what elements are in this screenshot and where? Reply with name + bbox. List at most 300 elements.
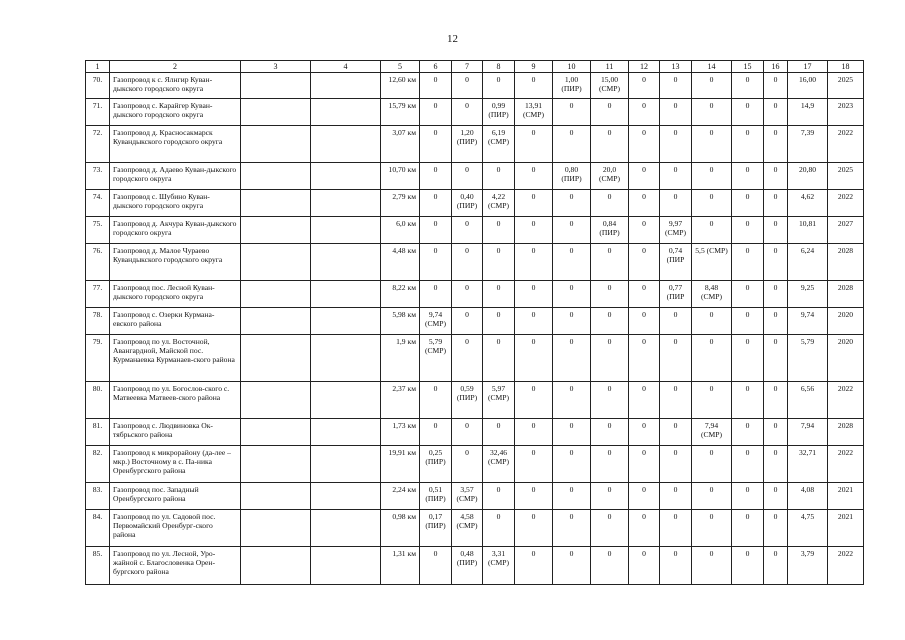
table-cell: 0 (692, 190, 732, 217)
table-cell: 0 (732, 419, 764, 446)
table-cell: 0 (483, 217, 515, 244)
object-name: Газопровод с. Карайгер Куван-дыкского городского округа (110, 99, 241, 126)
table-cell (311, 217, 381, 244)
table-row (86, 382, 864, 419)
table-cell: 2025 (828, 73, 864, 99)
table-cell: 0,74 (ПИР (660, 244, 692, 281)
table-cell: 4,08 (788, 483, 828, 510)
object-name: Газопровод с. Людвиновка Ок-тябрьского района (110, 419, 241, 446)
table-cell: 9,25 (788, 281, 828, 308)
gas-pipeline-table (85, 60, 864, 585)
table-cell: 0 (764, 510, 788, 547)
table-cell: 0 (764, 244, 788, 281)
table-cell: 0 (483, 308, 515, 335)
pipeline-length: 2,37 км (381, 382, 420, 419)
table-row (86, 510, 864, 547)
table-cell: 5,97 (СМР) (483, 382, 515, 419)
table-cell: 0 (420, 99, 452, 126)
table-cell: 0 (420, 126, 452, 163)
table-cell (311, 244, 381, 281)
column-number: 14 (692, 61, 732, 73)
table-cell: 0 (629, 483, 660, 510)
table-cell: 3,79 (788, 547, 828, 585)
table-cell: 3,57 (СМР) (452, 483, 483, 510)
table-cell: 0 (764, 163, 788, 190)
table-cell: 0 (483, 281, 515, 308)
table-cell: 0 (591, 335, 629, 382)
table-cell: 0 (420, 73, 452, 99)
pipeline-length: 4,48 км (381, 244, 420, 281)
table-cell: 0 (553, 126, 591, 163)
table-cell: 0 (515, 244, 553, 281)
table-cell (241, 446, 311, 483)
table-cell: 0 (420, 547, 452, 585)
table-cell: 0 (515, 308, 553, 335)
table-cell: 0 (452, 335, 483, 382)
table-cell: 4,22 (СМР) (483, 190, 515, 217)
table-cell: 0 (629, 419, 660, 446)
column-number: 3 (241, 61, 311, 73)
pipeline-length: 3,07 км (381, 126, 420, 163)
table-cell: 0 (591, 99, 629, 126)
table-cell (241, 126, 311, 163)
table-cell (311, 73, 381, 99)
table-cell (241, 547, 311, 585)
table-row (86, 483, 864, 510)
table-cell: 0 (732, 382, 764, 419)
table-cell: 0 (692, 335, 732, 382)
table-cell: 0 (629, 126, 660, 163)
table-cell (311, 419, 381, 446)
table-cell: 0 (732, 126, 764, 163)
table-cell (311, 335, 381, 382)
table-cell: 0 (732, 99, 764, 126)
table-cell (241, 99, 311, 126)
table-cell: 0 (732, 190, 764, 217)
table-cell (311, 547, 381, 585)
table-cell: 2022 (828, 382, 864, 419)
table-cell: 0 (629, 73, 660, 99)
table-cell: 0 (764, 483, 788, 510)
row-number: 72. (86, 126, 110, 163)
table-cell: 0 (764, 281, 788, 308)
table-cell: 0 (692, 217, 732, 244)
table-cell: 0 (591, 446, 629, 483)
table-cell (241, 335, 311, 382)
table-row (86, 73, 864, 99)
table-cell: 0 (591, 244, 629, 281)
table-cell (241, 244, 311, 281)
table-cell: 32,46 (СМР) (483, 446, 515, 483)
table-cell (241, 308, 311, 335)
table-cell: 0 (452, 99, 483, 126)
column-number: 12 (629, 61, 660, 73)
table-cell: 0 (629, 99, 660, 126)
pipeline-length: 1,9 км (381, 335, 420, 382)
table-cell: 0 (629, 217, 660, 244)
table-cell: 0 (420, 217, 452, 244)
row-number: 84. (86, 510, 110, 547)
table-cell (241, 163, 311, 190)
table-cell: 0 (692, 99, 732, 126)
table-cell (241, 483, 311, 510)
table-cell: 2028 (828, 281, 864, 308)
table-cell: 6,19 (СМР) (483, 126, 515, 163)
table-cell: 0 (764, 99, 788, 126)
table-cell: 0 (660, 335, 692, 382)
table-cell: 0,51 (ПИР) (420, 483, 452, 510)
table-row (86, 217, 864, 244)
table-cell: 0,99 (ПИР) (483, 99, 515, 126)
table-cell: 0 (553, 446, 591, 483)
table-cell: 0 (553, 190, 591, 217)
table-cell: 0 (629, 510, 660, 547)
table-cell: 0 (629, 244, 660, 281)
table-cell: 0 (660, 126, 692, 163)
column-number: 9 (515, 61, 553, 73)
row-number: 80. (86, 382, 110, 419)
table-cell: 1,00 (ПИР) (553, 73, 591, 99)
table-cell: 0 (660, 73, 692, 99)
table-cell: 0 (420, 382, 452, 419)
table-cell: 0 (420, 190, 452, 217)
table-cell: 0 (420, 419, 452, 446)
table-row (86, 190, 864, 217)
table-cell: 0 (452, 73, 483, 99)
table-cell: 0 (420, 244, 452, 281)
table-cell: 0 (692, 510, 732, 547)
table-cell: 0 (660, 419, 692, 446)
table-cell: 2021 (828, 483, 864, 510)
table-cell: 0 (515, 510, 553, 547)
table-cell (311, 483, 381, 510)
table-cell: 32,71 (788, 446, 828, 483)
table-cell: 0 (553, 335, 591, 382)
table-cell: 0 (660, 99, 692, 126)
table-cell: 0 (629, 308, 660, 335)
table-cell: 0 (732, 510, 764, 547)
table-cell: 6,24 (788, 244, 828, 281)
table-cell: 0 (660, 483, 692, 510)
table-cell: 0 (452, 308, 483, 335)
table-row (86, 281, 864, 308)
row-number: 82. (86, 446, 110, 483)
table-cell: 0 (660, 163, 692, 190)
table-cell: 0 (692, 73, 732, 99)
table-cell: 0 (515, 547, 553, 585)
table-cell: 0 (515, 335, 553, 382)
table-cell (241, 419, 311, 446)
table-cell: 2020 (828, 308, 864, 335)
table-cell: 0 (553, 244, 591, 281)
table-cell: 0 (483, 335, 515, 382)
table-cell: 0 (732, 244, 764, 281)
table-cell: 7,94 (СМР) (692, 419, 732, 446)
table-cell: 0,59 (ПИР) (452, 382, 483, 419)
table-cell: 0 (732, 446, 764, 483)
column-number: 15 (732, 61, 764, 73)
table-cell: 15,00 (СМР) (591, 73, 629, 99)
column-number: 11 (591, 61, 629, 73)
table-cell (311, 382, 381, 419)
table-cell: 0 (483, 483, 515, 510)
table-cell: 0 (483, 163, 515, 190)
table-cell: 4,58 (СМР) (452, 510, 483, 547)
table-cell: 0 (764, 73, 788, 99)
table-cell: 0 (553, 483, 591, 510)
table-cell: 0 (420, 281, 452, 308)
object-name: Газопровод к с. Ялнгир Куван-дыкского городского округа (110, 73, 241, 99)
table-row (86, 126, 864, 163)
table-cell (311, 190, 381, 217)
object-name: Газопровод пос. Западный Оренбургского района (110, 483, 241, 510)
table-cell: 0 (692, 547, 732, 585)
object-name: Газопровод с. Шубино Куван-дыкского городского округа (110, 190, 241, 217)
table-cell: 0 (660, 547, 692, 585)
table-cell: 0 (692, 126, 732, 163)
table-cell: 0 (515, 217, 553, 244)
table-cell: 2021 (828, 510, 864, 547)
row-number: 71. (86, 99, 110, 126)
header-row (86, 61, 864, 73)
table-cell: 0 (452, 281, 483, 308)
page-number: 12 (447, 33, 458, 45)
table-cell: 0 (764, 446, 788, 483)
table-row (86, 244, 864, 281)
table-cell: 13,91 (СМР) (515, 99, 553, 126)
column-number: 5 (381, 61, 420, 73)
table-cell: 7,39 (788, 126, 828, 163)
table-cell: 0 (515, 483, 553, 510)
table-cell: 0 (660, 446, 692, 483)
pipeline-length: 10,70 км (381, 163, 420, 190)
table-cell: 0 (629, 163, 660, 190)
pipeline-length: 15,79 км (381, 99, 420, 126)
pipeline-length: 19,91 км (381, 446, 420, 483)
table-cell: 0 (764, 217, 788, 244)
table-row (86, 419, 864, 446)
column-number: 16 (764, 61, 788, 73)
object-name: Газопровод д. Адаево Куван-дыкского городского округа (110, 163, 241, 190)
table-cell: 2025 (828, 163, 864, 190)
table-cell (241, 217, 311, 244)
table-cell: 0 (629, 547, 660, 585)
table-cell: 0,80 (ПИР) (553, 163, 591, 190)
table-cell: 0 (553, 217, 591, 244)
table-cell: 0 (732, 163, 764, 190)
table-cell: 0 (515, 446, 553, 483)
table-cell: 0 (764, 382, 788, 419)
table-cell: 0 (764, 308, 788, 335)
table-cell: 2022 (828, 190, 864, 217)
column-number: 10 (553, 61, 591, 73)
table-cell: 0,25 (ПИР) (420, 446, 452, 483)
table-cell: 0 (764, 190, 788, 217)
table-cell: 0,17 (ПИР) (420, 510, 452, 547)
table-cell: 0 (553, 510, 591, 547)
pipeline-length: 8,22 км (381, 281, 420, 308)
table-cell: 0 (483, 73, 515, 99)
table-cell (311, 126, 381, 163)
table-cell (311, 308, 381, 335)
column-number: 17 (788, 61, 828, 73)
table-cell: 0 (452, 446, 483, 483)
table-cell: 0 (732, 73, 764, 99)
table-cell: 7,94 (788, 419, 828, 446)
table-cell: 2027 (828, 217, 864, 244)
table-cell: 0 (553, 547, 591, 585)
object-name: Газопровод к микрорайону (да-лее – мкр.) Восточному в с. Па-ника Оренбургского района (110, 446, 241, 483)
table-cell: 0 (764, 419, 788, 446)
pipeline-length: 6,0 км (381, 217, 420, 244)
table-cell: 0 (591, 126, 629, 163)
column-number: 1 (86, 61, 110, 73)
row-number: 77. (86, 281, 110, 308)
table-cell (311, 163, 381, 190)
table-cell: 16,00 (788, 73, 828, 99)
object-name: Газопровод по ул. Садовой пос. Первомайский Оренбург-ского района (110, 510, 241, 547)
table-cell: 10,81 (788, 217, 828, 244)
table-cell: 0 (692, 446, 732, 483)
column-number: 2 (110, 61, 241, 73)
table-cell: 0 (591, 510, 629, 547)
row-number: 70. (86, 73, 110, 99)
table-cell: 20,0 (СМР) (591, 163, 629, 190)
table-cell: 2028 (828, 244, 864, 281)
row-number: 83. (86, 483, 110, 510)
table-cell: 4,62 (788, 190, 828, 217)
table-cell: 3,31 (СМР) (483, 547, 515, 585)
table-cell (311, 446, 381, 483)
table-cell: 0 (732, 547, 764, 585)
table-cell: 0 (692, 308, 732, 335)
table-cell: 0 (692, 163, 732, 190)
object-name: Газопровод д. Красносакмарск Кувандыкского городского округа (110, 126, 241, 163)
table-cell: 0 (629, 281, 660, 308)
table-cell (311, 510, 381, 547)
table-cell: 0 (420, 163, 452, 190)
table-cell (241, 382, 311, 419)
pipeline-length: 0,98 км (381, 510, 420, 547)
table-cell: 0 (732, 483, 764, 510)
table-cell: 8,48 (СМР) (692, 281, 732, 308)
table-cell: 0 (629, 382, 660, 419)
table-cell: 2020 (828, 335, 864, 382)
table-cell: 5,79 (788, 335, 828, 382)
table-cell: 0 (732, 281, 764, 308)
table-cell: 0 (515, 190, 553, 217)
table-cell (241, 73, 311, 99)
table-cell: 0,40 (ПИР) (452, 190, 483, 217)
table-cell: 0 (515, 73, 553, 99)
table-cell: 2022 (828, 547, 864, 585)
table-cell: 0 (764, 547, 788, 585)
table-cell: 4,75 (788, 510, 828, 547)
table-cell: 0 (732, 308, 764, 335)
table-cell: 0 (553, 419, 591, 446)
table-row (86, 446, 864, 483)
table-cell (241, 281, 311, 308)
table-cell: 0 (591, 281, 629, 308)
column-number: 18 (828, 61, 864, 73)
row-number: 74. (86, 190, 110, 217)
table-cell (241, 510, 311, 547)
table-cell: 0 (660, 510, 692, 547)
object-name: Газопровод по ул. Восточной, Авангардной, Майской пос. Курманаевка Курманаев-ского района (110, 335, 241, 382)
row-number: 79. (86, 335, 110, 382)
table-cell: 9,74 (788, 308, 828, 335)
table-cell: 0 (553, 99, 591, 126)
table-cell: 0 (629, 190, 660, 217)
table-cell: 0 (553, 382, 591, 419)
table-cell: 0 (483, 419, 515, 446)
table-cell: 1,20 (ПИР) (452, 126, 483, 163)
table-cell: 0 (483, 510, 515, 547)
object-name: Газопровод д. Малое Чураево Кувандыкского городского округа (110, 244, 241, 281)
table-cell: 0 (483, 244, 515, 281)
pipeline-length: 1,73 км (381, 419, 420, 446)
table-cell: 0 (591, 547, 629, 585)
pipeline-length: 2,24 км (381, 483, 420, 510)
table-cell: 0 (591, 190, 629, 217)
table-row (86, 547, 864, 585)
table-cell: 0 (515, 382, 553, 419)
object-name: Газопровод по ул. Лесной, Уро-жайной с. Благословенка Орен-бургского района (110, 547, 241, 585)
pipeline-length: 2,79 км (381, 190, 420, 217)
table-cell: 9,97 (СМР) (660, 217, 692, 244)
column-number: 8 (483, 61, 515, 73)
table-row (86, 163, 864, 190)
table-cell: 0 (660, 382, 692, 419)
table-cell: 5,79 (СМР) (420, 335, 452, 382)
column-number: 6 (420, 61, 452, 73)
table-cell: 2022 (828, 126, 864, 163)
table-cell: 0 (629, 446, 660, 483)
table-cell: 0 (732, 335, 764, 382)
table-cell (311, 281, 381, 308)
row-number: 76. (86, 244, 110, 281)
row-number: 81. (86, 419, 110, 446)
table-cell: 14,9 (788, 99, 828, 126)
table-cell: 0 (732, 217, 764, 244)
table-cell: 0 (553, 281, 591, 308)
table-row (86, 99, 864, 126)
row-number: 85. (86, 547, 110, 585)
table-cell: 0 (692, 483, 732, 510)
table-cell: 2023 (828, 99, 864, 126)
table-cell: 0 (591, 308, 629, 335)
table-cell: 0 (515, 419, 553, 446)
table-cell: 0 (515, 281, 553, 308)
table-cell: 0,48 (ПИР) (452, 547, 483, 585)
pipeline-length: 1,31 км (381, 547, 420, 585)
table-cell: 0 (764, 335, 788, 382)
table-cell (241, 190, 311, 217)
column-number: 4 (311, 61, 381, 73)
row-number: 78. (86, 308, 110, 335)
object-name: Газопровод по ул. Богослов-ского с. Матвеевка Матвеев-ского района (110, 382, 241, 419)
table-cell: 0 (452, 419, 483, 446)
table-row (86, 308, 864, 335)
object-name: Газопровод с. Озерки Курмана-евского района (110, 308, 241, 335)
row-number: 73. (86, 163, 110, 190)
table-cell: 0 (452, 217, 483, 244)
table-cell: 0 (660, 190, 692, 217)
row-number: 75. (86, 217, 110, 244)
table-cell: 0 (515, 126, 553, 163)
table-cell: 2028 (828, 419, 864, 446)
table-cell: 0 (591, 419, 629, 446)
